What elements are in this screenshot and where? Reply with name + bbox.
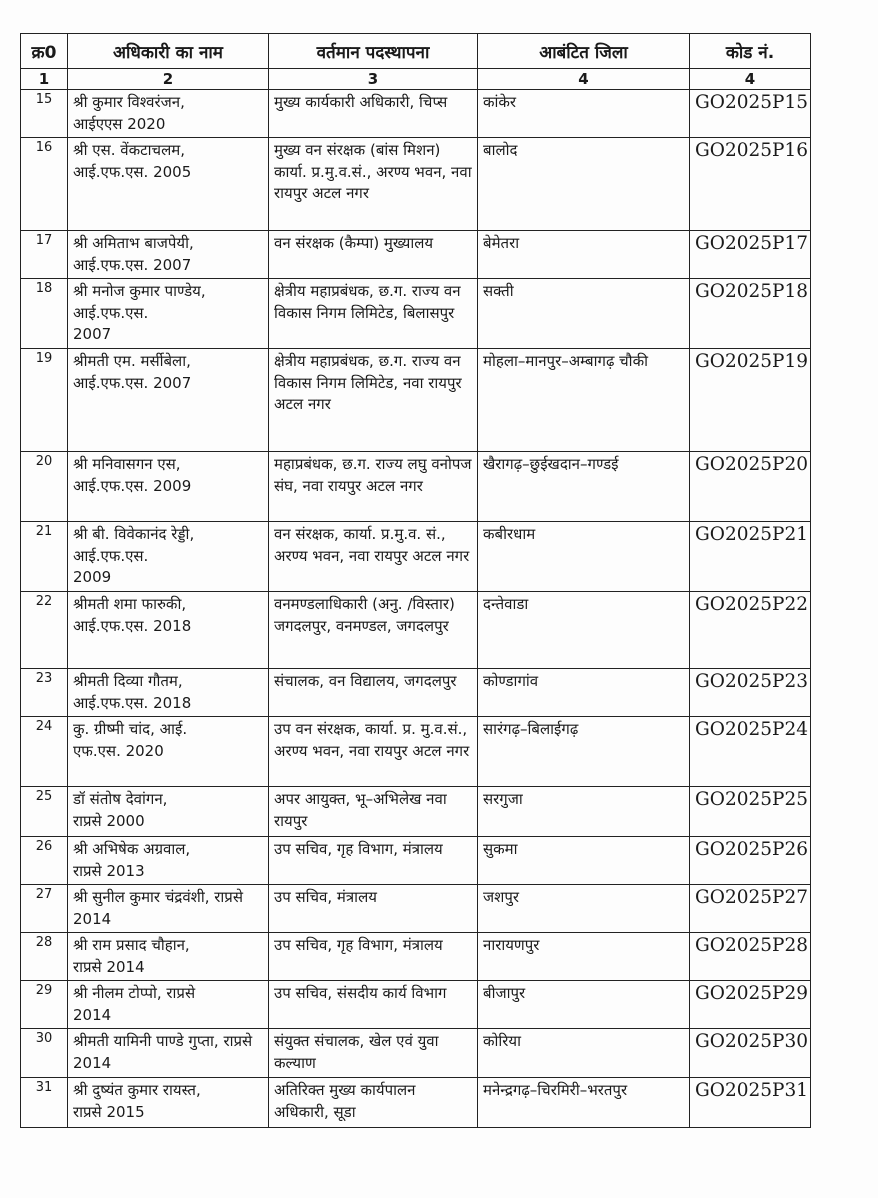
table-row	[21, 592, 811, 669]
table-row	[21, 1029, 811, 1078]
officer-name-text: श्री दुष्यंत कुमार रायस्त,	[73, 1081, 201, 1099]
allotted-district: सक्ती	[478, 279, 690, 349]
allotted-district: मनेन्द्रगढ़–चिरमिरी–भरतपुर	[478, 1078, 690, 1128]
officer-name	[68, 717, 269, 787]
column-number-row	[21, 69, 811, 90]
column-number: 4	[690, 69, 811, 90]
table-row	[21, 231, 811, 279]
officer-name-text: श्री सुनील कुमार चंद्रवंशी, राप्रसे 2014	[73, 888, 243, 928]
table-row	[21, 452, 811, 522]
code-number: GO2025P28	[690, 933, 811, 981]
officer-name-text: श्रीमती दिव्या गौतम,	[73, 672, 183, 690]
allotted-district: सरगुजा	[478, 787, 690, 837]
table-row	[21, 669, 811, 717]
officer-service: आई.एफ.एस. 2007	[73, 255, 192, 274]
allotted-district: खैरागढ़–छुईखदान–गण्डई	[478, 452, 690, 522]
officer-name-text: श्री मनिवासगन एस,	[73, 455, 181, 473]
code-number: GO2025P29	[690, 981, 811, 1029]
serial-number: 22	[21, 592, 68, 669]
officer-service: 2009	[73, 568, 112, 586]
code-number: GO2025P30	[690, 1029, 811, 1078]
officer-name-text: श्रीमती शमा फारुकी,	[73, 595, 187, 613]
serial-number: 19	[21, 349, 68, 452]
code-number: GO2025P19	[690, 349, 811, 452]
officer-name	[68, 669, 269, 717]
serial-number: 16	[21, 138, 68, 231]
current-posting: मुख्य वन संरक्षक (बांस मिशन) कार्या. प्र.मु.व.सं., अरण्य भवन, नवा रायपुर अटल नगर	[269, 138, 478, 231]
officer-service: राप्रसे 2014	[73, 957, 145, 976]
code-number: GO2025P18	[690, 279, 811, 349]
serial-number: 24	[21, 717, 68, 787]
code-number: GO2025P26	[690, 837, 811, 885]
serial-number: 17	[21, 231, 68, 279]
allotted-district: कबीरधाम	[478, 522, 690, 592]
table-row	[21, 349, 811, 452]
allotted-district: मोहला–मानपुर–अम्बागढ़ चौकी	[478, 349, 690, 452]
officer-service: आई.एफ.एस. 2018	[73, 616, 192, 635]
officer-name-text: श्री अभिषेक अग्रवाल,	[73, 840, 191, 858]
officer-name-text: श्री कुमार विश्वरंजन,	[73, 93, 185, 111]
officer-service: आई.एफ.एस. 2009	[73, 476, 192, 495]
column-number: 1	[21, 69, 68, 90]
column-number: 4	[478, 69, 690, 90]
table-row	[21, 279, 811, 349]
officer-service: राप्रसे 2000	[73, 811, 145, 830]
header-row	[21, 34, 811, 69]
officer-name-text: श्रीमती एम. मर्सीबेला,	[73, 352, 191, 370]
officer-name	[68, 981, 269, 1029]
header-officer-name: अधिकारी का नाम	[68, 34, 269, 69]
officer-allotment-table	[20, 33, 811, 1128]
officer-name	[68, 349, 269, 452]
officer-service: आईएएस 2020	[73, 114, 166, 133]
officer-name-text: डॉ संतोष देवांगन,	[73, 790, 168, 808]
current-posting: संयुक्त संचालक, खेल एवं युवा कल्याण	[269, 1029, 478, 1078]
current-posting: मुख्य कार्यकारी अधिकारी, चिप्स	[269, 90, 478, 138]
current-posting: उप सचिव, गृह विभाग, मंत्रालय	[269, 837, 478, 885]
header-code-no: कोड नं.	[690, 34, 811, 69]
officer-name	[68, 933, 269, 981]
officer-name	[68, 231, 269, 279]
current-posting: उप सचिव, संसदीय कार्य विभाग	[269, 981, 478, 1029]
current-posting: क्षेत्रीय महाप्रबंधक, छ.ग. राज्य वन विकास निगम लिमिटेड, नवा रायपुर अटल नगर	[269, 349, 478, 452]
current-posting: वन संरक्षक (कैम्पा) मुख्यालय	[269, 231, 478, 279]
officer-name	[68, 522, 269, 592]
officer-service: आई.एफ.एस. 2005	[73, 162, 192, 181]
code-number: GO2025P25	[690, 787, 811, 837]
officer-name	[68, 885, 269, 933]
current-posting: महाप्रबंधक, छ.ग. राज्य लघु वनोपज संघ, नवा रायपुर अटल नगर	[269, 452, 478, 522]
allotted-district: दन्तेवाडा	[478, 592, 690, 669]
officer-service: राप्रसे 2013	[73, 861, 145, 880]
officer-name-text: श्री अमिताभ बाजपेयी,	[73, 234, 194, 252]
officer-name-text: श्री राम प्रसाद चौहान,	[73, 936, 190, 954]
officer-name-text: कु. ग्रीष्मी चांद, आई.	[73, 720, 188, 738]
current-posting: उप सचिव, गृह विभाग, मंत्रालय	[269, 933, 478, 981]
code-number: GO2025P23	[690, 669, 811, 717]
officer-name-text: श्रीमती यामिनी पाण्डे गुप्ता, राप्रसे 2014	[73, 1032, 253, 1072]
serial-number: 26	[21, 837, 68, 885]
table-row	[21, 885, 811, 933]
table-body	[21, 90, 811, 1128]
table-row	[21, 522, 811, 592]
serial-number: 18	[21, 279, 68, 349]
officer-name-text: श्री एस. वेंकटाचलम,	[73, 141, 185, 159]
code-number: GO2025P22	[690, 592, 811, 669]
officer-service: राप्रसे 2015	[73, 1102, 145, 1121]
current-posting: उप सचिव, मंत्रालय	[269, 885, 478, 933]
officer-service: एफ.एस. 2020	[73, 741, 164, 760]
header-current-posting: वर्तमान पदस्थापना	[269, 34, 478, 69]
allotted-district: बालोद	[478, 138, 690, 231]
officer-name	[68, 787, 269, 837]
serial-number: 23	[21, 669, 68, 717]
current-posting: क्षेत्रीय महाप्रबंधक, छ.ग. राज्य वन विकास निगम लिमिटेड, बिलासपुर	[269, 279, 478, 349]
allotted-district: बेमेतरा	[478, 231, 690, 279]
serial-number: 31	[21, 1078, 68, 1128]
serial-number: 30	[21, 1029, 68, 1078]
current-posting: वनमण्डलाधिकारी (अनु. /विस्तार) जगदलपुर, वनमण्डल, जगदलपुर	[269, 592, 478, 669]
serial-number: 29	[21, 981, 68, 1029]
officer-name	[68, 452, 269, 522]
code-number: GO2025P31	[690, 1078, 811, 1128]
officer-name-text: श्री नीलम टोप्पो, राप्रसे	[73, 984, 196, 1002]
code-number: GO2025P24	[690, 717, 811, 787]
table-row	[21, 138, 811, 231]
officer-name	[68, 1029, 269, 1078]
serial-number: 27	[21, 885, 68, 933]
serial-number: 21	[21, 522, 68, 592]
allotted-district: जशपुर	[478, 885, 690, 933]
officer-name	[68, 138, 269, 231]
current-posting: उप वन संरक्षक, कार्या. प्र. मु.व.सं., अरण्य भवन, नवा रायपुर अटल नगर	[269, 717, 478, 787]
table-row	[21, 90, 811, 138]
allotted-district: कांकेर	[478, 90, 690, 138]
officer-service: आई.एफ.एस. 2007	[73, 373, 192, 392]
allotted-district: सुकमा	[478, 837, 690, 885]
header-allotted-district: आबंटित जिला	[478, 34, 690, 69]
table-row	[21, 981, 811, 1029]
serial-number: 15	[21, 90, 68, 138]
current-posting: अतिरिक्त मुख्य कार्यपालन अधिकारी, सूडा	[269, 1078, 478, 1128]
officer-name-text: श्री मनोज कुमार पाण्डेय, आई.एफ.एस.	[73, 282, 206, 322]
officer-name	[68, 90, 269, 138]
allotted-district: सारंगढ़–बिलाईगढ़	[478, 717, 690, 787]
serial-number: 28	[21, 933, 68, 981]
officer-service: 2014	[73, 1005, 112, 1024]
column-number: 2	[68, 69, 269, 90]
current-posting: अपर आयुक्त, भू–अभिलेख नवा रायपुर	[269, 787, 478, 837]
officer-service: आई.एफ.एस. 2018	[73, 693, 192, 712]
officer-name	[68, 837, 269, 885]
serial-number: 25	[21, 787, 68, 837]
officer-name	[68, 1078, 269, 1128]
code-number: GO2025P21	[690, 522, 811, 592]
officer-name-text: श्री बी. विवेकानंद रेड्डी, आई.एफ.एस.	[73, 525, 195, 565]
table-row	[21, 933, 811, 981]
table-row	[21, 787, 811, 837]
allotted-district: कोरिया	[478, 1029, 690, 1078]
code-number: GO2025P15	[690, 90, 811, 138]
table-row	[21, 1078, 811, 1128]
current-posting: वन संरक्षक, कार्या. प्र.मु.व. सं., अरण्य भवन, नवा रायपुर अटल नगर	[269, 522, 478, 592]
allotted-district: नारायणपुर	[478, 933, 690, 981]
column-number: 3	[269, 69, 478, 90]
current-posting: संचालक, वन विद्यालय, जगदलपुर	[269, 669, 478, 717]
serial-number: 20	[21, 452, 68, 522]
officer-service: 2007	[73, 325, 112, 343]
officer-name	[68, 279, 269, 349]
code-number: GO2025P16	[690, 138, 811, 231]
code-number: GO2025P27	[690, 885, 811, 933]
header-sno: क्र0	[21, 34, 68, 69]
allotted-district: कोण्डागांव	[478, 669, 690, 717]
table-row	[21, 717, 811, 787]
code-number: GO2025P20	[690, 452, 811, 522]
table-row	[21, 837, 811, 885]
allotted-district: बीजापुर	[478, 981, 690, 1029]
code-number: GO2025P17	[690, 231, 811, 279]
officer-name	[68, 592, 269, 669]
